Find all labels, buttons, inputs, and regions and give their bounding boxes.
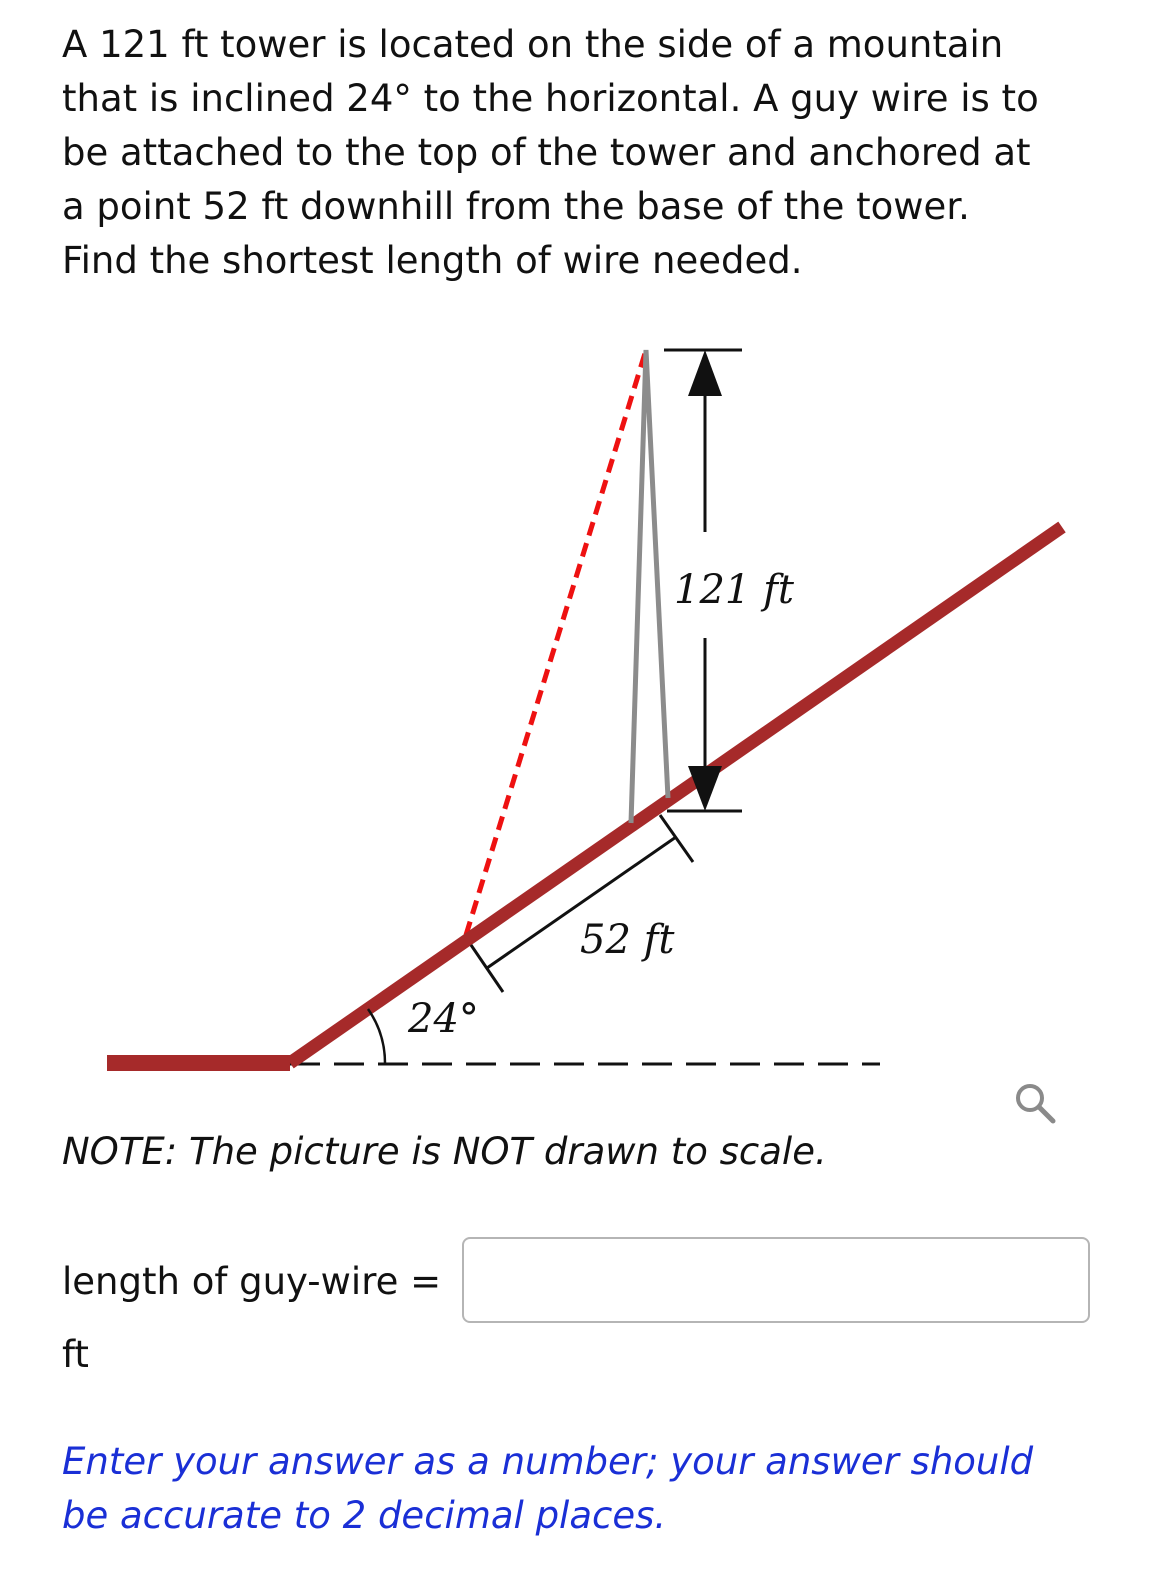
problem-statement <box>62 18 1122 288</box>
arrow-up-icon <box>688 350 722 396</box>
hint-line: be accurate to 2 decimal places. <box>62 1494 667 1537</box>
scale-note: NOTE: The picture is NOT drawn to scale. <box>62 1130 827 1173</box>
anchor-distance-dimension <box>471 815 693 992</box>
problem-line: a point 52 ft downhill from the base of the tower. <box>62 185 970 228</box>
answer-input[interactable] <box>462 1237 1090 1323</box>
answer-hint <box>62 1435 1122 1543</box>
problem-line: that is inclined 24° to the horizontal. A guy wire is to <box>62 77 1039 120</box>
angle-arc <box>368 1009 385 1063</box>
answer-label: length of guy-wire = <box>62 1260 442 1303</box>
zoom-button[interactable] <box>1010 1078 1060 1128</box>
guy-wire <box>466 350 646 935</box>
anchor-distance-label: 52 ft <box>580 917 675 963</box>
tower-height-label: 121 ft <box>674 567 794 613</box>
problem-line: be attached to the top of the tower and anchored at <box>62 131 1031 174</box>
answer-unit: ft <box>62 1333 89 1376</box>
problem-line: Find the shortest length of wire needed. <box>62 239 803 282</box>
tower <box>631 350 668 823</box>
angle-label: 24° <box>408 996 479 1042</box>
problem-line: A 121 ft tower is located on the side of a mountain <box>62 23 1004 66</box>
magnifier-icon <box>1010 1078 1060 1128</box>
tower-diagram <box>0 330 1170 1090</box>
hint-line: Enter your answer as a number; your answer should <box>62 1440 1034 1483</box>
